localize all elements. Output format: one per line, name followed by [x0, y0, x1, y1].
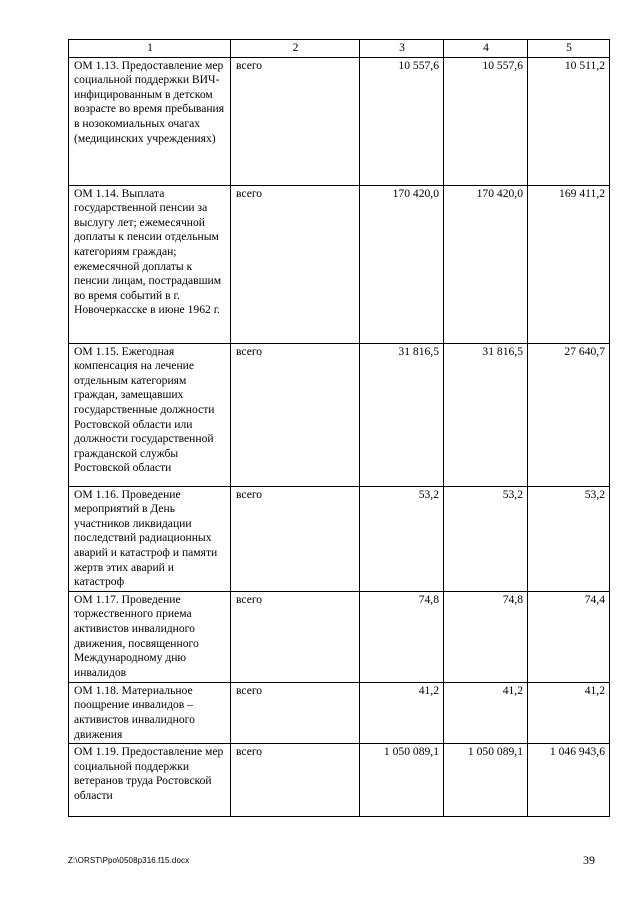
value-col3: 74,8 [360, 591, 444, 682]
value-col5: 53,2 [528, 486, 610, 591]
funding-source: всего [231, 744, 360, 817]
value-col3: 10 557,6 [360, 57, 444, 185]
measure-name: ОМ 1.16. Проведение мероприятий в День участников ликвидации последствий радиационных аварий и катастроф и памяти жертв этих аварий и катастроф [69, 486, 231, 591]
value-col3: 53,2 [360, 486, 444, 591]
budget-table [68, 39, 610, 817]
value-col5: 41,2 [528, 682, 610, 743]
value-col5: 169 411,2 [528, 185, 610, 343]
value-col3: 31 816,5 [360, 343, 444, 486]
value-col3: 170 420,0 [360, 185, 444, 343]
table-row [69, 591, 610, 682]
funding-source: всего [231, 185, 360, 343]
funding-source: всего [231, 682, 360, 743]
value-col3: 1 050 089,1 [360, 744, 444, 817]
table-header-row [69, 40, 610, 58]
value-col4: 53,2 [444, 486, 528, 591]
funding-source: всего [231, 57, 360, 185]
measure-name: ОМ 1.17. Проведение торжественного приема активистов инвалидного движения, посвященного Международному дню инвалидов [69, 591, 231, 682]
measure-name: ОМ 1.18. Материальное поощрение инвалидов – активистов инвалидного движения [69, 682, 231, 743]
value-col4: 74,8 [444, 591, 528, 682]
column-number-5: 5 [528, 40, 610, 58]
table-row [69, 682, 610, 743]
table-row [69, 744, 610, 817]
measure-name: ОМ 1.14. Выплата государственной пенсии за выслугу лет; ежемесячной доплаты к пенсии отдельным категориям граждан; ежемесячной доплаты к пенсии лицам, пострадавшим во время событий в г. Новочеркасске в июне 1962 г. [69, 185, 231, 343]
measure-name: ОМ 1.19. Предоставление мер социальной поддержки ветеранов труда Ростовской области [69, 744, 231, 817]
measure-name: ОМ 1.13. Предоставление мер социальной поддержки ВИЧ-инфицированным в детском возрасте во время пребывания в нозокомиальных очагах (медицинских учреждениях) [69, 57, 231, 185]
table-row [69, 57, 610, 185]
value-col4: 31 816,5 [444, 343, 528, 486]
value-col4: 10 557,6 [444, 57, 528, 185]
value-col3: 41,2 [360, 682, 444, 743]
footer-file-path: Z:\ORST\Ppo\0508p316.f15.docx [68, 856, 190, 865]
value-col4: 1 050 089,1 [444, 744, 528, 817]
measure-name: ОМ 1.15. Ежегодная компенсация на лечение отдельным категориям граждан, замещавших государственные должности Ростовской области или должности государственной гражданской службы Ростовской области [69, 343, 231, 486]
funding-source: всего [231, 343, 360, 486]
funding-source: всего [231, 486, 360, 591]
column-number-4: 4 [444, 40, 528, 58]
value-col5: 74,4 [528, 591, 610, 682]
table-row [69, 343, 610, 486]
column-number-1: 1 [69, 40, 231, 58]
value-col5: 1 046 943,6 [528, 744, 610, 817]
column-number-2: 2 [231, 40, 360, 58]
value-col5: 27 640,7 [528, 343, 610, 486]
table-row [69, 486, 610, 591]
table-row [69, 185, 610, 343]
value-col5: 10 511,2 [528, 57, 610, 185]
value-col4: 41,2 [444, 682, 528, 743]
funding-source: всего [231, 591, 360, 682]
page-number: 39 [583, 853, 595, 867]
column-number-3: 3 [360, 40, 444, 58]
value-col4: 170 420,0 [444, 185, 528, 343]
